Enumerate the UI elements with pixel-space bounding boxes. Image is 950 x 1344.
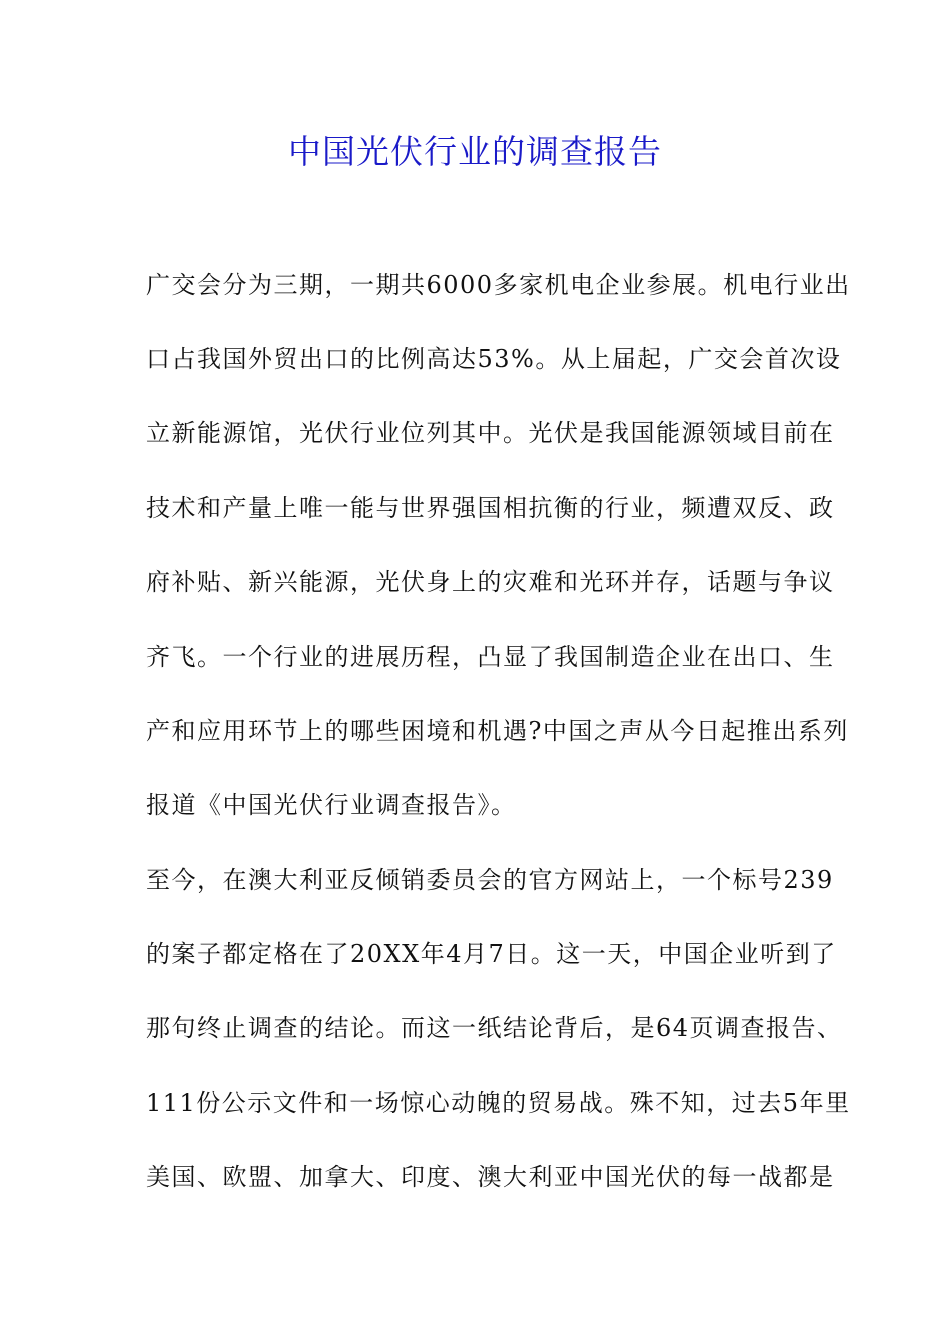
body-line: 美国、欧盟、加拿大、印度、澳大利亚中国光伏的每一战都是 — [146, 1163, 835, 1191]
body-line: 府补贴、新兴能源，光伏身上的灾难和光环并存，话题与争议 — [146, 568, 835, 596]
body-line: 报道《中国光伏行业调查报告》。 — [146, 791, 517, 819]
body-line: 至今，在澳大利亚反倾销委员会的官方网站上，一个标号239 — [146, 866, 834, 894]
body-line: 的案子都定格在了20XX年4月7日。这一天，中国企业听到了 — [146, 940, 837, 968]
body-line: 齐飞。一个行业的进展历程，凸显了我国制造企业在出口、生 — [146, 643, 835, 671]
body-line: 技术和产量上唯一能与世界强国相抗衡的行业，频遭双反、政 — [146, 494, 835, 522]
body-line: 那句终止调查的结论。而这一纸结论背后，是64页调查报告、 — [146, 1014, 843, 1042]
body-line: 立新能源馆，光伏行业位列其中。光伏是我国能源领域目前在 — [146, 419, 835, 447]
document-title: 中国光伏行业的调查报告 — [288, 132, 662, 171]
body-line: 111份公示文件和一场惊心动魄的贸易战。殊不知，过去5年里 — [146, 1089, 851, 1117]
body-line: 产和应用环节上的哪些困境和机遇?中国之声从今日起推出系列 — [146, 717, 849, 745]
body-line: 广交会分为三期，一期共6000多家机电企业参展。机电行业出 — [146, 271, 851, 299]
body-line: 口占我国外贸出口的比例高达53%。从上届起，广交会首次设 — [146, 345, 842, 373]
